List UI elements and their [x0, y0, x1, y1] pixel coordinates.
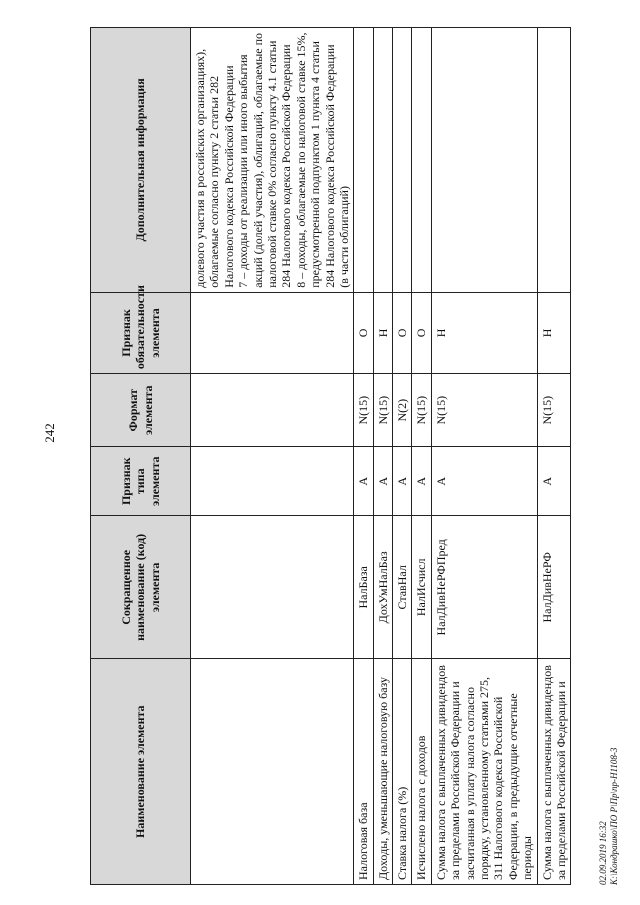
cell-info [431, 28, 537, 293]
cell-info-continued [191, 28, 354, 293]
cell-format: N(15) [431, 374, 537, 447]
cell-info [412, 28, 431, 293]
cell-info [393, 28, 412, 293]
table-row [537, 28, 571, 885]
elements-table [90, 27, 571, 885]
cell-empty [191, 516, 354, 659]
cell-format: N(15) [373, 374, 392, 447]
info-item: 8 – доходы, облагаемые по налоговой ставке 15%, предусмотренной подпунктом 1 пункта 4 статьи 284 Налогового кодекса Российской Федерации (в части облигаций) [293, 32, 351, 288]
cell-required: О [412, 292, 431, 373]
cell-type: А [373, 447, 392, 516]
cell-code: НалДивНеРФ [537, 516, 571, 659]
cell-info [354, 28, 373, 293]
table-header-row [91, 28, 191, 885]
cell-empty [191, 374, 354, 447]
cell-type: А [537, 447, 571, 516]
cell-required: Н [431, 292, 537, 373]
cell-info [373, 28, 392, 293]
cell-format: N(2) [393, 374, 412, 447]
cell-name: Сумма налога с выплаченных дивидендов за пределами Российской Федерации и засчитанная в уплату налога согласно порядку, установленному статьями 275, 311 Налогового кодекса Российской Федерации, в предыдущие отчетные периоды [431, 659, 537, 885]
cell-required: Н [373, 292, 392, 373]
cell-type: А [393, 447, 412, 516]
cell-required: Н [537, 292, 571, 373]
cell-code: НалИсчисл [412, 516, 431, 659]
header-required: Признак обязательности элемента [91, 292, 191, 373]
cell-type: А [354, 447, 373, 516]
footer-timestamp: 02.09.2019 16:32 [598, 821, 608, 885]
cell-code: НалДивНеРФПред [431, 516, 537, 659]
header-format: Формат элемента [91, 374, 191, 447]
header-type: Признак типа элемента [91, 447, 191, 516]
table-row [412, 28, 431, 885]
cell-format: N(15) [354, 374, 373, 447]
cell-empty [191, 659, 354, 885]
cell-required: О [393, 292, 412, 373]
info-item: 7 – доходы от реализации или иного выбытия акций (долей участия), облигаций, облагаемые по налоговой ставке 0% согласно пункту 4.1 статьи 284 Налогового кодекса Российской Федерации [236, 32, 294, 288]
cell-name: Доходы, уменьшающие налоговую базу [373, 659, 392, 885]
header-code: Сокращенное наименование (код) элемента [91, 516, 191, 659]
cell-code: ДохУмНалБаз [373, 516, 392, 659]
cell-name: Ставка налога (%) [393, 659, 412, 885]
table-row-continued [191, 28, 354, 885]
cell-required: О [354, 292, 373, 373]
cell-info [537, 28, 571, 293]
header-info: Дополнительная информация [91, 28, 191, 293]
table-row [393, 28, 412, 885]
table-row [431, 28, 537, 885]
cell-code: СтавНал [393, 516, 412, 659]
cell-code: НалБаза [354, 516, 373, 659]
cell-type: А [431, 447, 537, 516]
cell-empty [191, 447, 354, 516]
footer-path: К:\Кондрашко\ПО Р\Пр\пр-Н1108-3 [609, 747, 620, 885]
cell-name: Налоговая база [354, 659, 373, 885]
cell-name: Исчислено налога с доходов [412, 659, 431, 885]
cell-format: N(15) [412, 374, 431, 447]
cell-name: Сумма налога с выплаченных дивидендов за пределами Российской Федерации и [537, 659, 571, 885]
header-name: Наименование элемента [91, 659, 191, 885]
page-number-text: 242 [41, 423, 57, 443]
cell-format: N(15) [537, 374, 571, 447]
cell-empty [191, 292, 354, 373]
table-row [373, 28, 392, 885]
info-item: долевого участия в российских организациях), облагаемые согласно пункту 2 статьи 282 Налогового кодекса Российской Федерации [193, 48, 236, 288]
footer-note [598, 748, 621, 885]
table-row [354, 28, 373, 885]
cell-type: А [412, 447, 431, 516]
